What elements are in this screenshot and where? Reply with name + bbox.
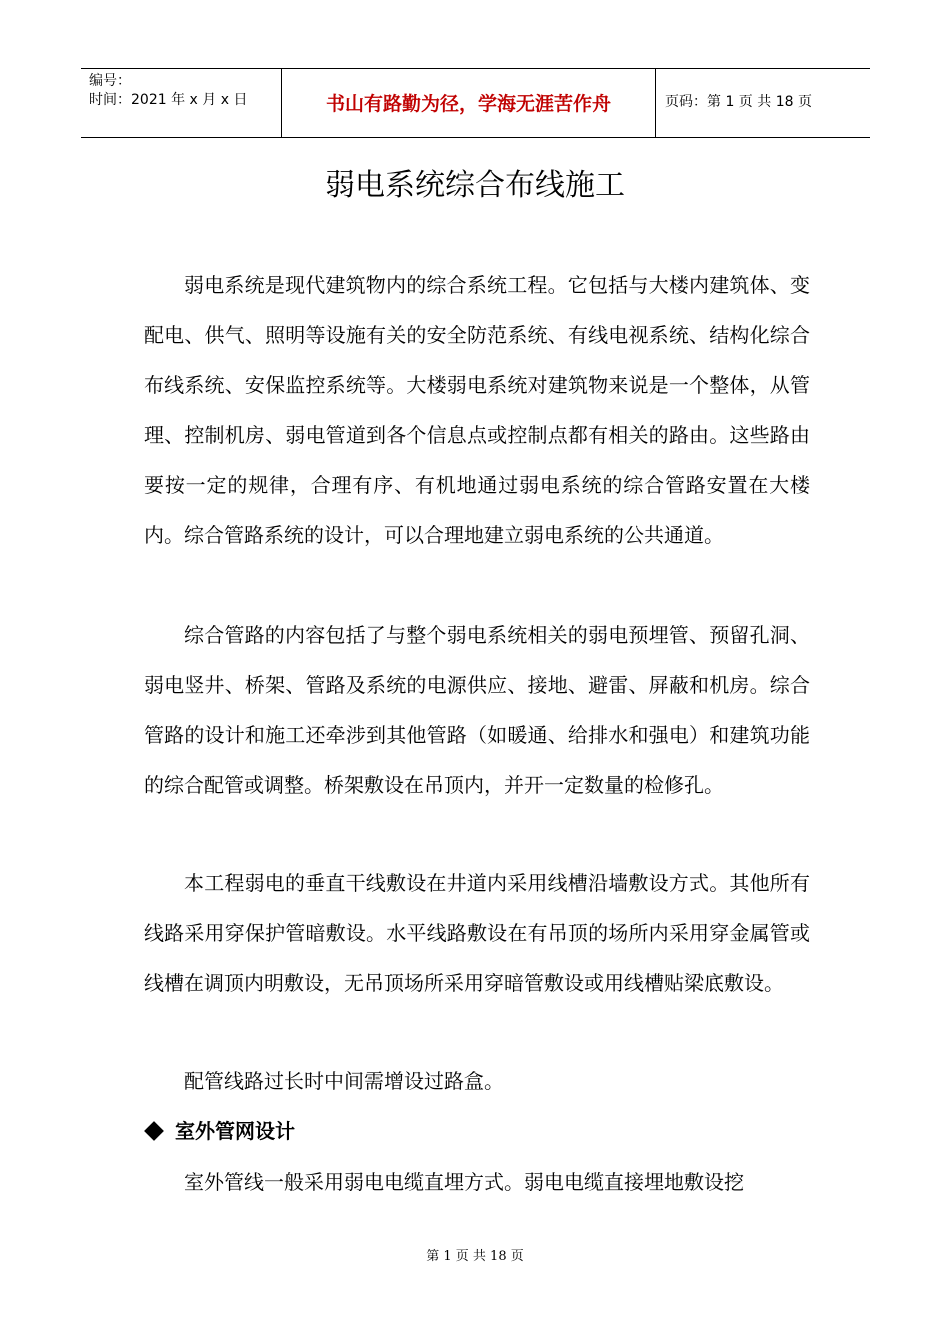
body-paragraph: 弱电系统是现代建筑物内的综合系统工程。它包括与大楼内建筑体、变配电、供气、照明等设施有关的安全防范系统、有线电视系统、结构化综合布线系统、安保监控系统等。大楼弱电系统对建筑物来说是一个整体，从管理、控制机房、弱电管道到各个信息点或控制点都有相关的路由。这些路由要按一定的规律，合理有序、有机地通过弱电系统的综合管路安置在大楼内。综合管路系统的设计，可以合理地建立弱电系统的公共通道。 [144,273,810,547]
section-heading-text: 室外管网设计 [175,1119,295,1143]
document-title: 弱电系统综合布线施工 [325,168,625,203]
body-paragraph: 本工程弱电的垂直干线敷设在井道内采用线槽沿墙敷设方式。其他所有线路采用穿保护管暗敷设。水平线路敷设在有吊顶的场所内采用穿金属管或线槽在调顶内明敷设，无吊顶场所采用穿暗管敷设或用线槽贴梁底敷设。 [144,871,810,995]
body-paragraph: 综合管路的内容包括了与整个弱电系统相关的弱电预埋管、预留孔洞、弱电竖井、桥架、管路及系统的电源供应、接地、避雷、屏蔽和机房。综合管路的设计和施工还牵涉到其他管路（如暖通、给排水和强电）和建筑功能的综合配管或调整。桥架敷设在吊顶内，并开一定数量的检修孔。 [144,623,810,797]
header-motto-cell [281,69,656,137]
document-header [81,68,870,138]
section-heading [144,1112,295,1150]
header-meta-cell [81,69,280,137]
body-paragraph: 配管线路过长时中间需增设过路盒。 [184,1069,504,1093]
section-paragraph: 室外管线一般采用弱电电缆直埋方式。弱电电缆直接埋地敷设挖 [184,1170,744,1194]
diamond-bullet-icon [144,1121,164,1141]
header-motto: 书山有路勤为径，学海无涯苦作舟 [325,93,611,115]
header-page-info: 页码：第 1 页 共 18 页 [665,94,812,110]
document-number-label: 编号： [89,73,131,89]
page-footer: 第 1 页 共 18 页 [426,1249,524,1264]
header-page-cell [655,69,870,137]
document-date-label: 时间：2021 年 x 月 x 日 [89,92,248,108]
